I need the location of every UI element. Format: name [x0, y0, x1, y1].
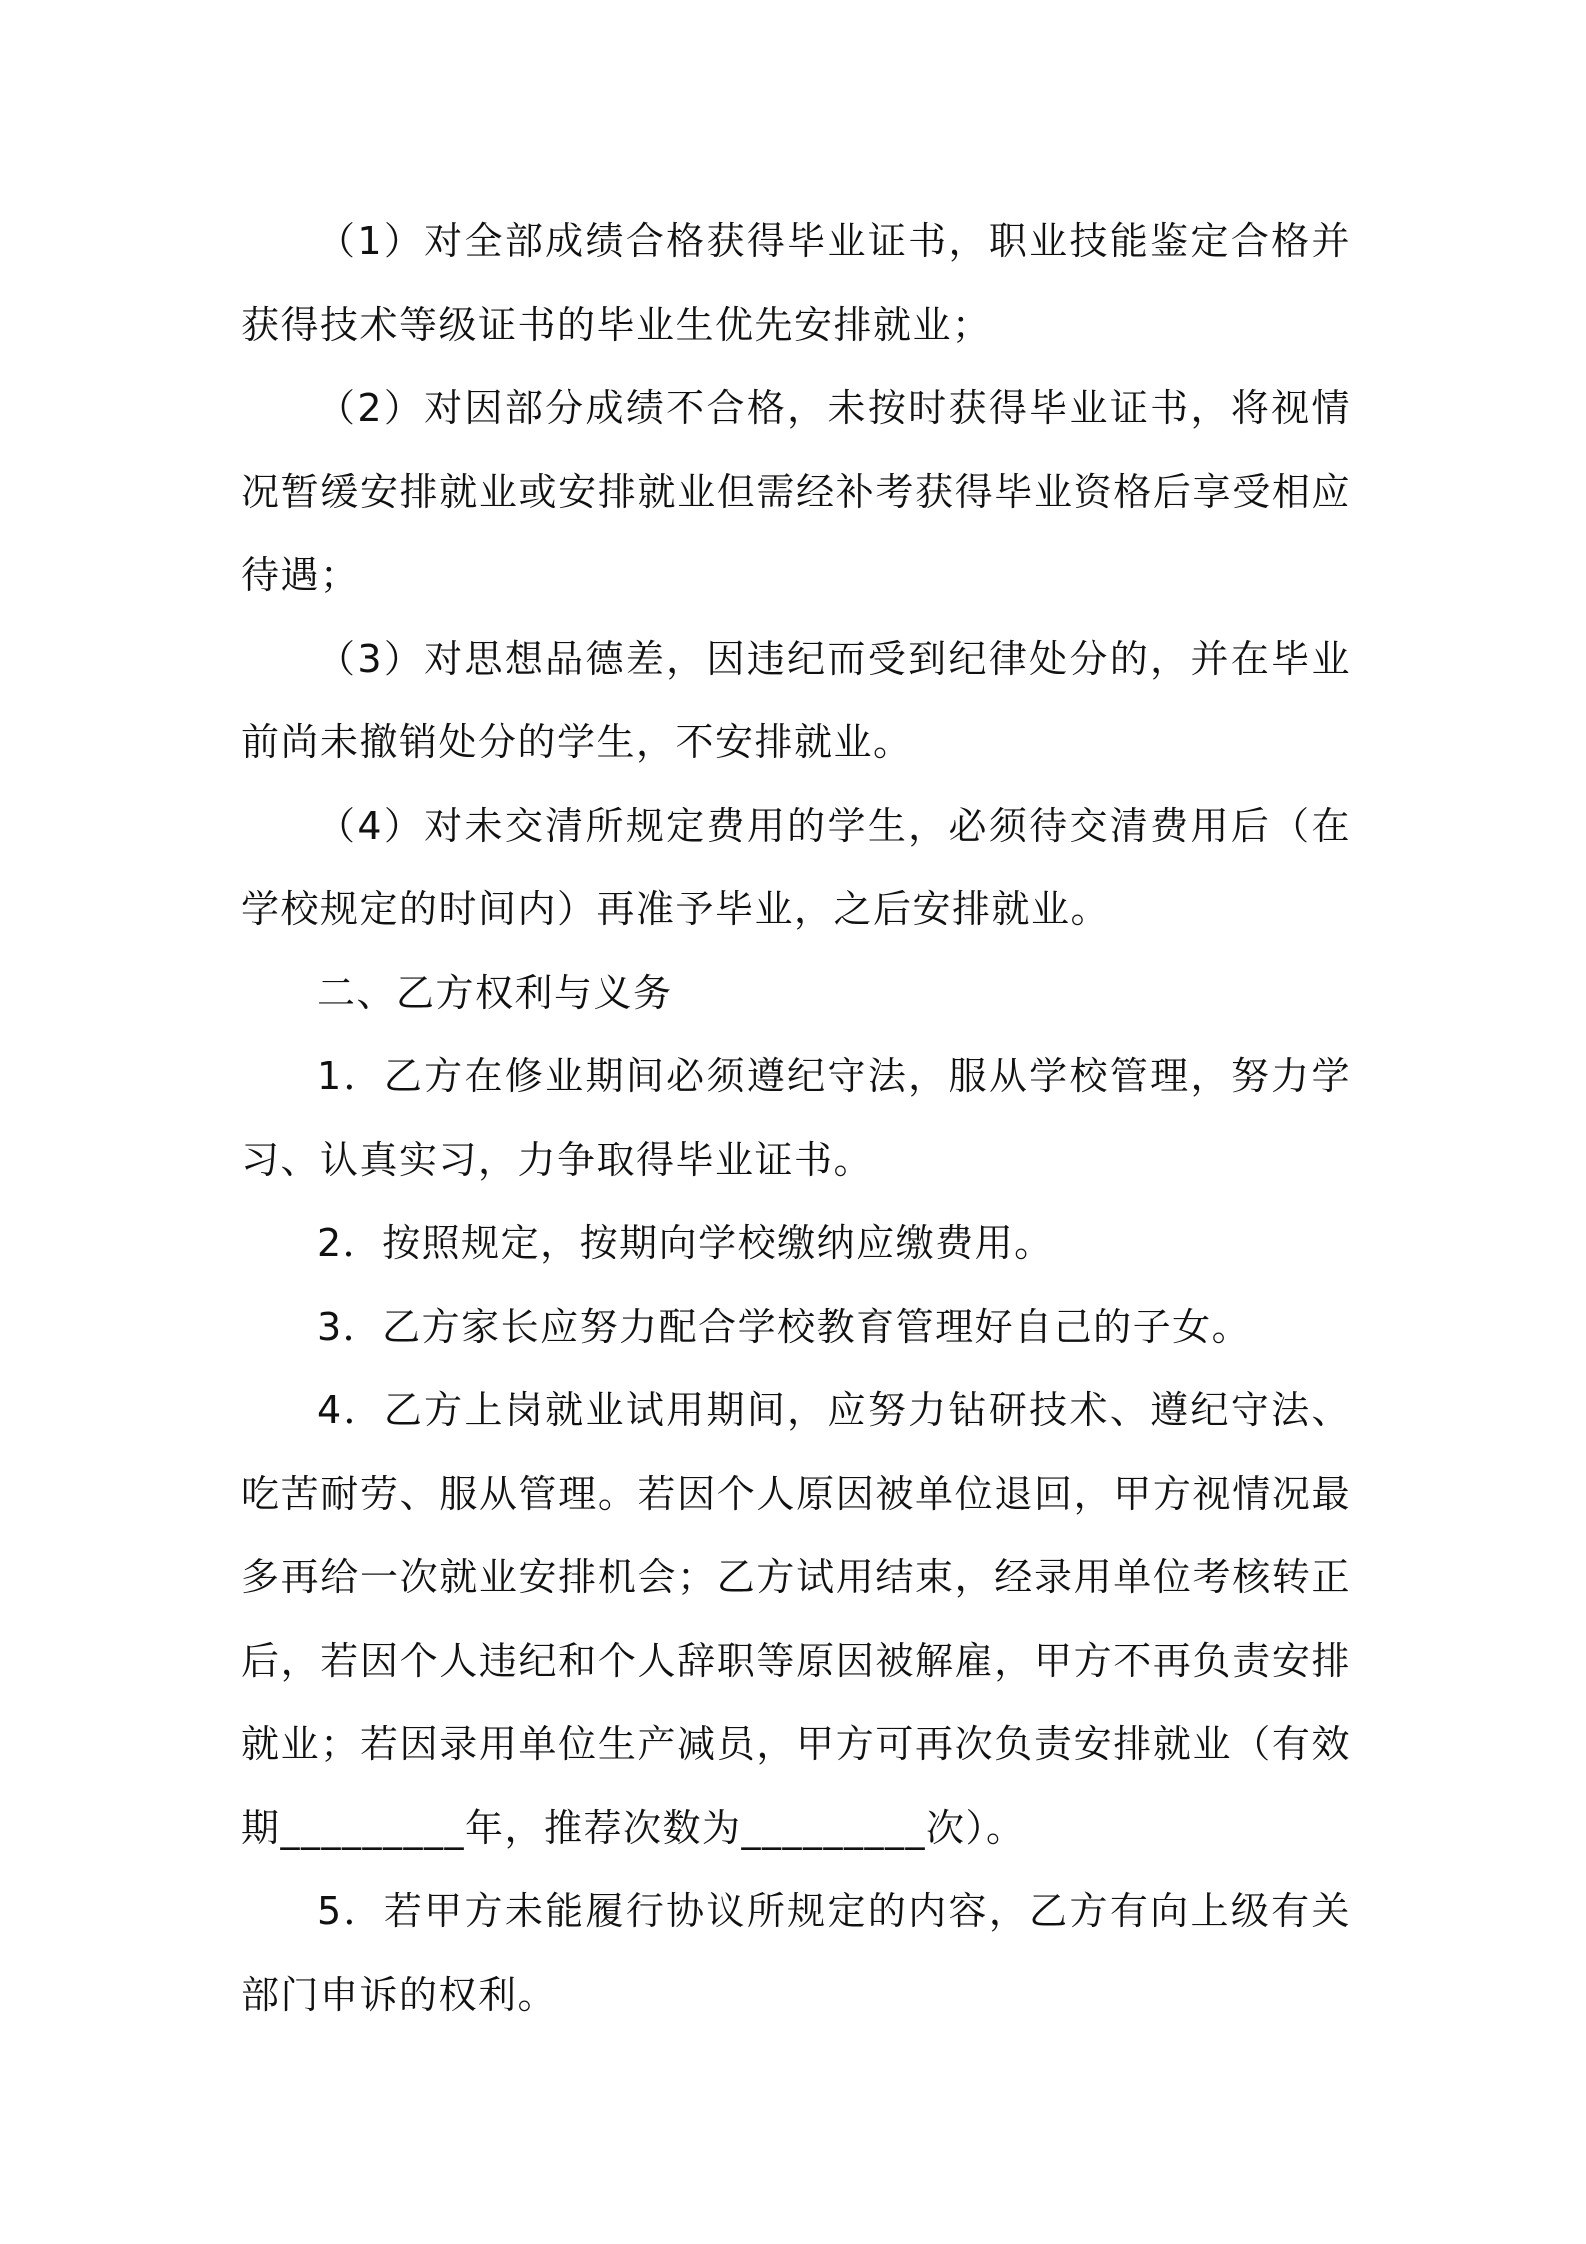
party-b-item-2: 2．按照规定，按期向学校缴纳应缴费用。 — [317, 1221, 1054, 1265]
clause-1-qualified-graduates: （1）对全部成绩合格获得毕业证书，职业技能鉴定合格并获得技术等级证书的毕业生优先安排就业； — [241, 219, 1351, 347]
party-b-item-3: 3．乙方家长应努力配合学校教育管理好自己的子女。 — [317, 1304, 1252, 1349]
clause-4-unpaid-fees: （4）对未交清所规定费用的学生，必须待交清费用后（在学校规定的时间内）再准予毕业，之后安排就业。 — [241, 803, 1351, 931]
clause-3-disciplinary: （3）对思想品德差，因违纪而受到纪律处分的，并在毕业前尚未撤销处分的学生，不安排就业。 — [241, 636, 1351, 764]
clause-2-failed-courses: （2）对因部分成绩不合格，未按时获得毕业证书，将视情况暂缓安排就业或安排就业但需经补考获得毕业资格后享受相应待遇； — [241, 386, 1351, 597]
party-b-item-5: 5．若甲方未能履行协议所规定的内容，乙方有向上级有关部门申诉的权利。 — [241, 1889, 1351, 2017]
party-b-item-4: 4．乙方上岗就业试用期间，应努力钻研技术、遵纪守法、吃苦耐劳、服从管理。若因个人原因被单位退回，甲方视情况最多再给一次就业安排机会；乙方试用结束，经录用单位考核转正后，若因个人违纪和个人辞职等原因被解雇，甲方不再负责安排就业；若因录用单位生产减员，甲方可再次负责安排就业（有效期_________年，推荐次数为_________次）。 — [241, 1388, 1351, 1850]
section-heading-party-b: 二、乙方权利与义务 — [317, 970, 673, 1015]
party-b-item-1: 1．乙方在修业期间必须遵纪守法，服从学校管理，努力学习、认真实习，力争取得毕业证书。 — [241, 1054, 1351, 1182]
document-body — [241, 200, 1351, 2037]
